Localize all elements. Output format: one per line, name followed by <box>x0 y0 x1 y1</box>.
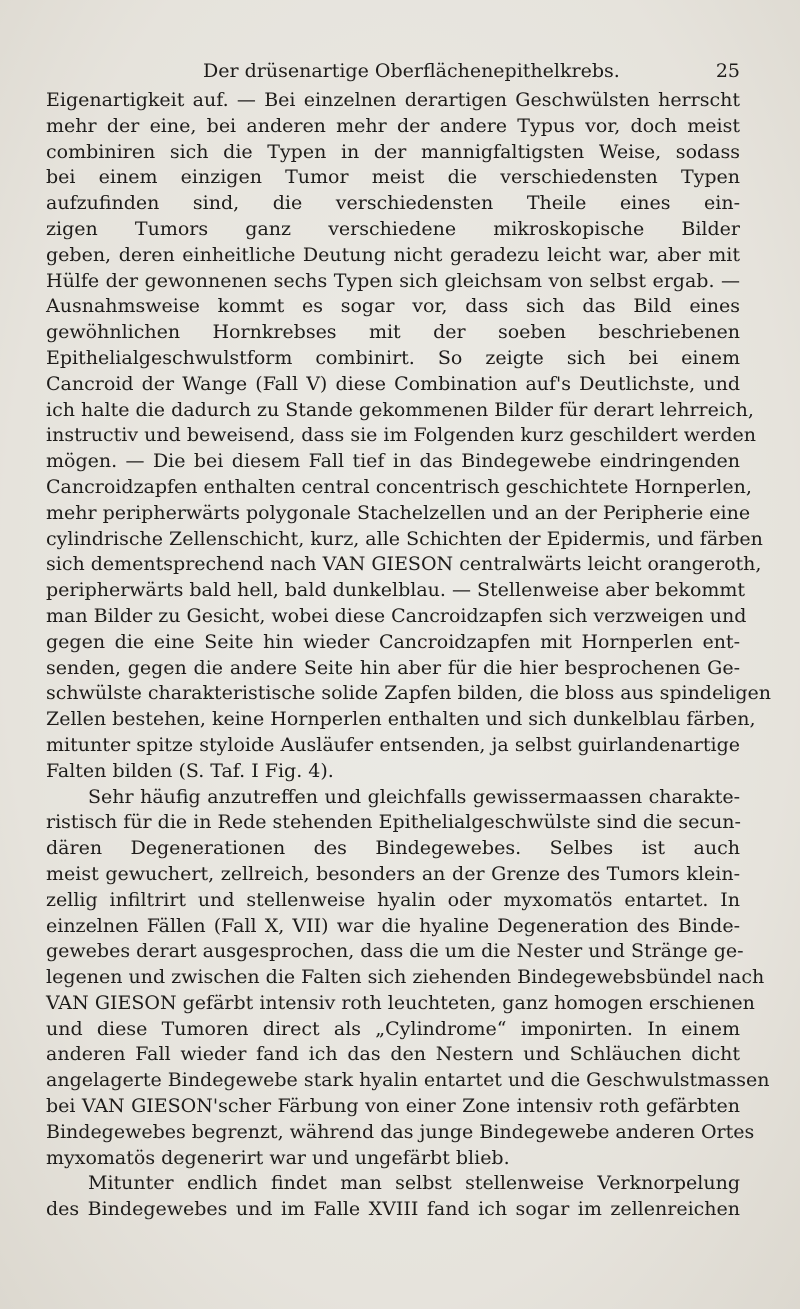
text-line: gewebes derart ausgesprochen, dass die um die Nester und Stränge ge- <box>46 940 744 963</box>
text-line: Falten bilden (S. Taf. I Fig. 4). <box>46 759 334 782</box>
text-line: gegen die eine Seite hin wieder Cancroidzapfen mit Hornperlen ent- <box>46 630 740 653</box>
text-line: Mitunter endlich findet man selbst stellenweise Verknorpelung <box>88 1172 740 1195</box>
text-line: sich dementsprechend nach VAN GIESON centralwärts leicht orangeroth, <box>46 553 762 576</box>
text-line: geben, deren einheitliche Deutung nicht geradezu leicht war, aber mit <box>46 243 740 266</box>
text-line: ich halte die dadurch zu Stande gekommenen Bilder für derart lehrreich, <box>46 398 754 421</box>
text-line: ristisch für die in Rede stehenden Epithelialgeschwülste sind die secun- <box>46 811 741 834</box>
text-line: mehr der eine, bei anderen mehr der andere Typus vor, doch meist <box>46 114 740 137</box>
text-line: Hülfe der gewonnenen sechs Typen sich gleichsam von selbst ergab. — <box>46 269 740 292</box>
text-line: cylindrische Zellenschicht, kurz, alle Schichten der Epidermis, und färben <box>46 527 763 550</box>
text-line: zellig infiltrirt und stellenweise hyalin oder myxomatös entartet. In <box>46 888 740 911</box>
text-line: mehr peripherwärts polygonale Stachelzellen und an der Peripherie eine <box>46 501 751 524</box>
text-line: myxomatös degenerirt war und ungefärbt blieb. <box>46 1146 510 1169</box>
running-title: Der drüsenartige Oberflächenepithelkrebs. <box>203 60 620 82</box>
text-line: bei einem einzigen Tumor meist die verschiedensten Typen <box>46 166 740 189</box>
text-line: man Bilder zu Gesicht, wobei diese Cancroidzapfen sich verzweigen und <box>46 604 747 627</box>
text-line: Eigenartigkeit auf. — Bei einzelnen derartigen Geschwülsten herrscht <box>46 89 740 111</box>
text-line: des Bindegewebes und im Falle XVIII fand ich sogar im zellenreichen <box>46 1198 740 1221</box>
text-line: Ausnahmsweise kommt es sogar vor, dass sich das Bild eines <box>46 295 740 318</box>
text-line: combiniren sich die Typen in der mannigfaltigsten Weise, sodass <box>46 140 740 163</box>
text-line: Epithelialgeschwulstform combinirt. So zeigte sich bei einem <box>46 346 740 369</box>
text-line: Bindegewebes begrenzt, während das junge Bindegewebe anderen Ortes <box>46 1120 755 1143</box>
text-line: aufzufinden sind, die verschiedensten Theile eines ein- <box>46 192 740 215</box>
text-line: VAN GIESON gefärbt intensiv roth leuchteten, ganz homogen erschienen <box>46 991 755 1014</box>
text-line: gewöhnlichen Hornkrebses mit der soeben beschriebenen <box>46 321 740 344</box>
text-line: angelagerte Bindegewebe stark hyalin entartet und die Geschwulstmassen <box>46 1069 770 1092</box>
page-header <box>46 58 740 84</box>
text-line: anderen Fall wieder fand ich das den Nestern und Schläuchen dicht <box>46 1043 740 1066</box>
text-line: instructiv und beweisend, dass sie im Folgenden kurz geschildert werden <box>46 424 757 447</box>
text-line: Zellen bestehen, keine Hornperlen enthalten und sich dunkelblau färben, <box>46 708 756 731</box>
text-line: bei VAN GIESON'scher Färbung von einer Zone intensiv roth gefärbten <box>46 1095 740 1118</box>
text-line: mögen. — Die bei diesem Fall tief in das Bindegewebe eindringenden <box>46 450 740 473</box>
text-line: dären Degenerationen des Bindegewebes. Selbes ist auch <box>46 837 740 860</box>
text-line: einzelnen Fällen (Fall X, VII) war die hyaline Degeneration des Binde- <box>46 914 740 937</box>
text-line: und diese Tumoren direct als „Cylindrome“ imponirten. In einem <box>46 1017 740 1040</box>
body-text <box>46 88 772 1223</box>
text-line: peripherwärts bald hell, bald dunkelblau. — Stellenweise aber bekommt <box>46 579 746 602</box>
text-line: zigen Tumors ganz verschiedene mikroskopische Bilder <box>46 217 740 240</box>
text-line: meist gewuchert, zellreich, besonders an der Grenze des Tumors klein- <box>46 862 740 885</box>
text-line: Cancroid der Wange (Fall V) diese Combination auf's Deutlichste, und <box>46 372 740 395</box>
text-line: Sehr häufig anzutreffen und gleichfalls gewissermaassen charakte- <box>88 785 740 808</box>
text-line: senden, gegen die andere Seite hin aber für die hier besprochenen Ge- <box>46 656 740 679</box>
page-number: 25 <box>715 60 740 82</box>
text-line: legenen und zwischen die Falten sich ziehenden Bindegewebsbündel nach <box>46 966 765 989</box>
text-line: Cancroidzapfen enthalten central concentrisch geschichtete Hornperlen, <box>46 475 752 498</box>
text-line: mitunter spitze styloide Ausläufer entsenden, ja selbst guirlandenartige <box>46 733 740 756</box>
text-line: schwülste charakteristische solide Zapfen bilden, die bloss aus spindeligen <box>46 682 772 705</box>
